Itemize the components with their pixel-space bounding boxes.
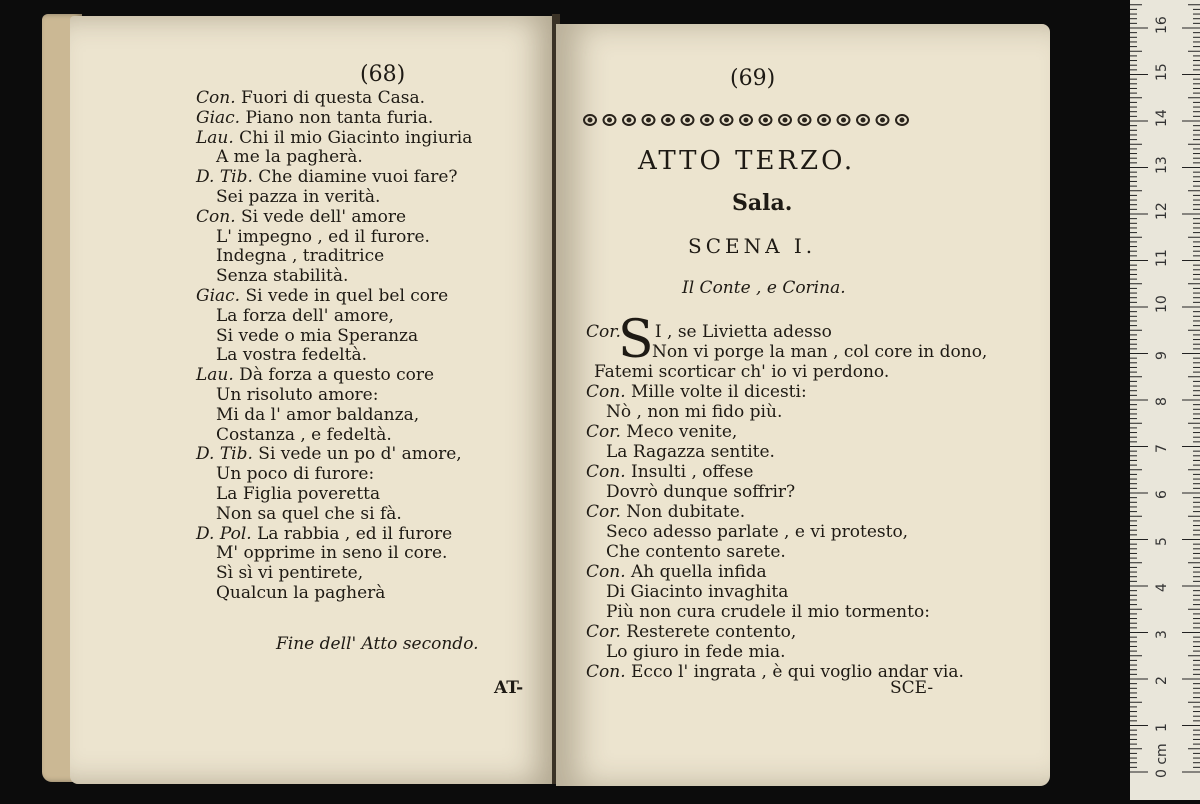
- ruler-label: 3: [1154, 629, 1170, 639]
- left-line: [196, 167, 458, 187]
- left-line: [216, 227, 430, 247]
- verse-text: Più non cura crudele il mio tormento:: [606, 602, 930, 622]
- ruler-label: 12: [1154, 202, 1170, 220]
- verse-text: Non dubitate.: [620, 502, 746, 522]
- speaker-name: Con.: [586, 562, 626, 582]
- left-line: [216, 345, 367, 365]
- left-line: [216, 187, 380, 207]
- verse-text: Che diamine vuoi fare?: [252, 167, 458, 188]
- ruler-label: 7: [1154, 443, 1170, 453]
- verse-text: Indegna , traditrice: [216, 246, 385, 267]
- right-line: [606, 542, 786, 562]
- speaker-name: D. Tib.: [196, 167, 253, 188]
- verse-text: Piano non tanta furia.: [240, 107, 434, 128]
- left-line: [216, 504, 402, 524]
- verse-text: Sì sì vi pentirete,: [216, 563, 364, 584]
- speaker-name: Giac.: [196, 107, 241, 128]
- left-line: [196, 365, 434, 385]
- verse-text: Mi da l' amor baldanza,: [216, 404, 420, 425]
- speaker-name: Con.: [196, 88, 236, 108]
- speaker-name: Con.: [586, 662, 626, 682]
- verse-text: Ecco l' ingrata , è qui voglio andar via.: [625, 662, 964, 682]
- verse-text: L' impegno , ed il furore.: [216, 226, 430, 247]
- speaker-name: Cor.: [586, 322, 621, 342]
- verse-text: Dà forza a questo core: [233, 365, 435, 386]
- right-page-number: (69): [730, 66, 776, 91]
- ruler-label: 15: [1154, 62, 1170, 81]
- speaker-name: Con.: [586, 382, 626, 402]
- ruler-label: 11: [1154, 248, 1170, 267]
- left-catchword: AT-: [494, 678, 524, 698]
- right-line: [586, 562, 767, 582]
- ruler-label: 5: [1154, 536, 1170, 546]
- verse-text: Mille volte il dicesti:: [625, 382, 807, 402]
- verse-text: Sei pazza in verità.: [216, 187, 381, 207]
- verse-text: Fuori di questa Casa.: [235, 88, 426, 108]
- verse-text: Insulti , offese: [625, 462, 754, 482]
- verse-text: Senza stabilità.: [216, 266, 349, 287]
- ornament-border: [580, 110, 920, 130]
- right-line: [586, 322, 832, 342]
- right-page: [556, 24, 1050, 786]
- speaker-name: D. Pol.: [196, 523, 252, 544]
- verse-text: La vostra fedeltà.: [216, 345, 367, 366]
- right-line: [606, 582, 788, 602]
- speaker-name: Lau.: [196, 127, 234, 148]
- verse-text: Resterete contento,: [620, 622, 797, 642]
- right-line: [586, 462, 753, 482]
- right-line: [652, 342, 987, 362]
- right-line: [586, 502, 745, 522]
- ruler-label: 10: [1154, 295, 1170, 313]
- verse-text: Ah quella infida: [625, 562, 767, 582]
- left-line: [216, 543, 447, 563]
- verse-text: Meco venite,: [620, 422, 738, 442]
- ruler-label: 16: [1154, 16, 1170, 34]
- verse-text: La forza dell' amore,: [216, 305, 394, 326]
- left-line: [196, 524, 452, 544]
- ruler-label: 2: [1154, 676, 1170, 685]
- speaker-name: Con.: [586, 462, 626, 482]
- verse-text: M' opprime in seno il core.: [216, 543, 448, 564]
- right-line: [606, 482, 795, 502]
- speaker-name: Cor.: [586, 422, 621, 442]
- left-line: [216, 147, 363, 167]
- verse-text: Dovrò dunque soffrir?: [606, 482, 796, 502]
- left-line: [196, 108, 433, 128]
- verse-text: Si vede dell' amore: [235, 206, 407, 227]
- scene-title: SCENA I.: [688, 234, 817, 258]
- left-line: [216, 405, 419, 425]
- right-line: [606, 402, 782, 422]
- speaker-name: D. Tib.: [196, 444, 253, 465]
- verse-text: Si vede o mia Speranza: [216, 325, 419, 346]
- verse-text: Costanza , e fedeltà.: [216, 424, 392, 445]
- left-line: [196, 128, 472, 148]
- verse-text: Chi il mio Giacinto ingiuria: [233, 127, 473, 148]
- verse-text: La Ragazza sentite.: [606, 442, 775, 462]
- left-line: [216, 583, 385, 603]
- left-line: [216, 425, 392, 445]
- verse-text: Seco adesso parlate , e vi protesto,: [606, 522, 909, 542]
- left-line: [196, 286, 448, 306]
- left-line: [196, 88, 425, 108]
- right-catchword: SCE-: [890, 678, 934, 698]
- ruler-label: 9: [1154, 350, 1170, 360]
- left-line: [196, 207, 406, 227]
- speaker-name: Cor.: [586, 502, 621, 522]
- verse-text: Non sa quel che si fà.: [216, 503, 402, 524]
- speaker-name: Cor.: [586, 622, 621, 642]
- right-line: [606, 642, 786, 662]
- ruler-label: 14: [1154, 109, 1170, 127]
- right-line: [606, 602, 930, 622]
- ruler-label: 4: [1154, 583, 1170, 592]
- verse-text: A me la pagherà.: [216, 147, 363, 168]
- ruler-label: 0 cm: [1154, 743, 1170, 778]
- verse-text: I , se Livietta adesso: [654, 322, 832, 342]
- scene-characters: Il Conte , e Corina.: [682, 278, 846, 298]
- drop-cap-letter: S: [618, 310, 654, 370]
- verse-text: Qualcun la pagherà: [216, 583, 386, 603]
- left-line: [216, 246, 384, 266]
- ruler-label: 8: [1154, 397, 1170, 406]
- right-line: [594, 362, 889, 382]
- speaker-name: Con.: [196, 206, 236, 227]
- left-line: [216, 484, 380, 504]
- left-line: [216, 306, 394, 326]
- ruler-label: 1: [1154, 722, 1170, 732]
- verse-text: Si vede in quel bel core: [240, 286, 449, 306]
- right-line: [606, 522, 908, 542]
- speaker-name: Lau.: [196, 365, 234, 386]
- verse-text: La Figlia poveretta: [216, 484, 381, 504]
- verse-text: Fatemi scorticar ch' io vi perdono.: [594, 362, 890, 382]
- verse-text: Di Giacinto invaghita: [606, 582, 789, 602]
- measurement-ruler: [1130, 0, 1200, 800]
- left-page-number: (68): [360, 62, 406, 87]
- right-line: [586, 382, 807, 402]
- verse-text: Un poco di furore:: [216, 464, 375, 485]
- right-line: [606, 442, 775, 462]
- ruler-label: 13: [1154, 155, 1170, 174]
- ruler-label: 6: [1154, 490, 1170, 499]
- verse-text: Un risoluto amore:: [216, 385, 379, 405]
- right-line: [586, 622, 796, 642]
- act-title: ATTO TERZO.: [638, 146, 856, 176]
- verse-text: La rabbia , ed il furore: [251, 523, 453, 544]
- verse-text: Si vede un po d' amore,: [252, 444, 462, 465]
- left-page: [70, 16, 558, 784]
- left-line: [216, 464, 374, 484]
- left-line: [216, 266, 348, 286]
- left-line: [216, 563, 363, 583]
- scene-location: Sala.: [732, 190, 793, 216]
- left-line: [216, 326, 418, 346]
- end-of-act-note: Fine dell' Atto secondo.: [276, 634, 479, 654]
- verse-text: Lo giuro in fede mia.: [606, 642, 786, 662]
- right-line: [586, 422, 737, 442]
- left-line: [216, 385, 378, 405]
- verse-text: Che contento sarete.: [606, 542, 786, 562]
- speaker-name: Giac.: [196, 286, 241, 306]
- left-line: [196, 444, 462, 464]
- verse-text: Non vi porge la man , col core in dono,: [652, 342, 988, 362]
- verse-text: Nò , non mi fido più.: [606, 402, 783, 422]
